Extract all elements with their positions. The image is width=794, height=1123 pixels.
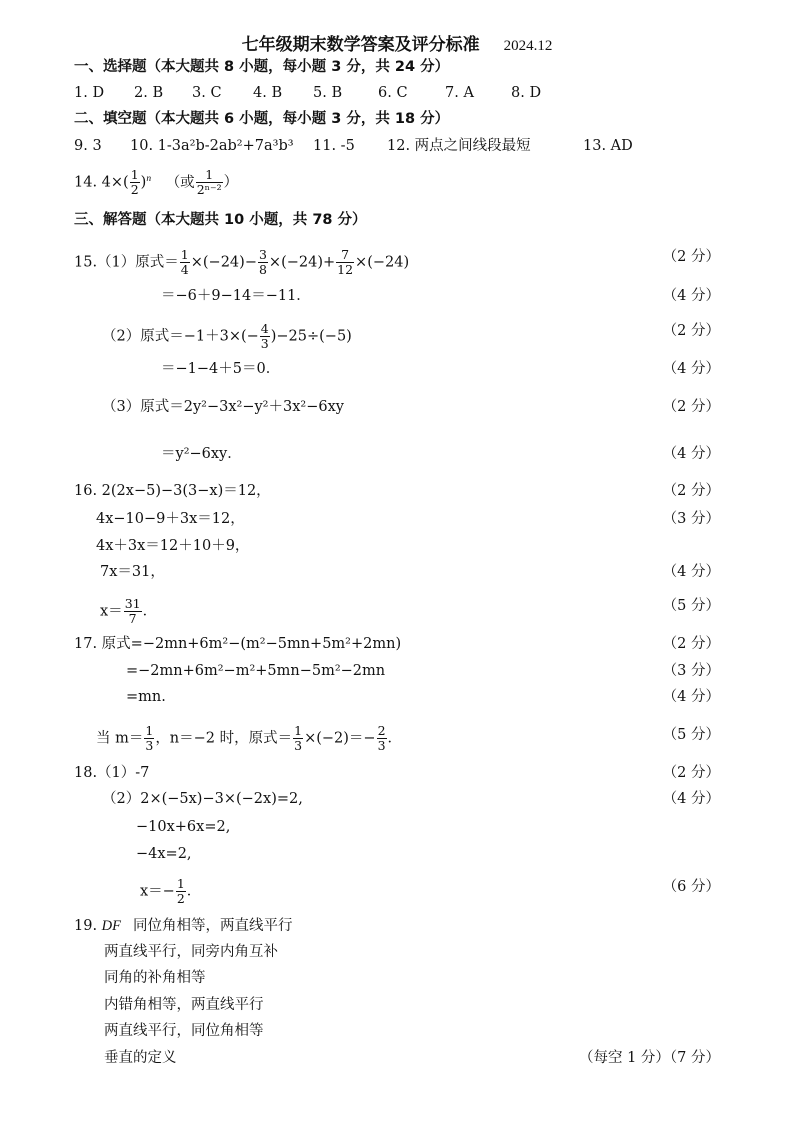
- q17-line1: 17. 原式=−2mn+6m²−(m²−5mn+5m²+2mn): [74, 636, 402, 652]
- answer-3: 3. C: [192, 85, 222, 101]
- answer-5: 5. B: [313, 85, 343, 101]
- score: （6 分）: [662, 879, 720, 895]
- q19-line6: 垂直的定义: [104, 1050, 177, 1066]
- score: （4 分）: [662, 288, 720, 304]
- q16-line1: 16. 2(2x−5)−3(3−x)＝12，: [74, 483, 271, 499]
- q18-line4: −4x=2,: [136, 846, 192, 862]
- q16-line5: x＝ $\frac{31}{7}$ ．: [100, 596, 158, 626]
- fraction: $\frac{7}{12}$: [337, 247, 354, 277]
- answer-9: 9. 3: [74, 138, 102, 154]
- answer-6: 6. C: [378, 85, 408, 101]
- score: （5 分）: [662, 727, 720, 743]
- score: （3 分）: [662, 663, 720, 679]
- score: （2 分）: [662, 636, 720, 652]
- section1-heading: 一、选择题（本大题共 8 小题，每小题 3 分，共 24 分）: [74, 59, 450, 75]
- answer-7: 7. A: [445, 85, 474, 101]
- score: （4 分）: [662, 689, 720, 705]
- score: （4 分）: [662, 791, 720, 807]
- fraction: $\frac{1}{3}$: [294, 723, 303, 753]
- answer-14: 14. 4×( $\frac{1}{2}$ )$^n$ （或 $\frac{1}{\text{2ⁿ⁻²}}$ ）: [74, 167, 239, 197]
- fraction: $\frac{1}{2}$: [130, 167, 139, 197]
- q15-part3: （3）原式＝2y²−3x²−y²＋3x²−6xy: [102, 399, 344, 415]
- q16-line4: 7x＝31，: [100, 564, 165, 580]
- q19-line3: 同角的补角相等: [104, 970, 206, 986]
- page-title: [0, 30, 794, 55]
- score: （4 分）: [662, 361, 720, 377]
- answer-2: 2. B: [134, 85, 164, 101]
- score: （5 分）: [662, 598, 720, 614]
- q15-part2: （2）原式＝−1＋3×(− $\frac{4}{3}$ )−25÷(−5): [102, 321, 352, 351]
- fraction: $\frac{4}{3}$: [260, 321, 269, 351]
- fraction: $\frac{31}{7}$: [124, 596, 141, 626]
- q19-line1: 19. DF 同位角相等，两直线平行: [74, 918, 293, 934]
- score: （3 分）: [662, 511, 720, 527]
- title-date: 2024.12: [503, 38, 553, 54]
- q17-line3: =mn.: [126, 689, 166, 705]
- answer-11: 11. -5: [313, 138, 355, 154]
- score: （4 分）: [662, 564, 720, 580]
- score: （2 分）: [662, 399, 720, 415]
- q16-line3: 4x＋3x＝12＋10＋9，: [96, 538, 250, 554]
- q15-part2-result: ＝−1−4＋5＝0．: [161, 361, 281, 377]
- answer-8: 8. D: [511, 85, 542, 101]
- fraction: $\frac{3}{8}$: [258, 247, 267, 277]
- q18-line2: （2）2×(−5x)−3×(−2x)=2,: [102, 791, 303, 807]
- answer-13: 13. AD: [583, 138, 633, 154]
- answer-4: 4. B: [253, 85, 283, 101]
- score: （2 分）: [662, 765, 720, 781]
- q17-line2: =−2mn+6m²−m²+5mn−5m²−2mn: [126, 663, 386, 679]
- fraction: $\frac{1}{4}$: [180, 247, 189, 277]
- section2-heading: 二、填空题（本大题共 6 小题，每小题 3 分，共 18 分）: [74, 111, 450, 127]
- fraction: $\frac{1}{3}$: [145, 723, 154, 753]
- q19-line4: 内错角相等，两直线平行: [104, 997, 264, 1013]
- section3-heading: 三、解答题（本大题共 10 小题，共 78 分）: [74, 212, 367, 228]
- q18-line5: x＝− $\frac{1}{2}$ ．: [140, 876, 202, 906]
- q15-part3-result: ＝y²−6xy．: [161, 446, 242, 462]
- q18-line3: −10x+6x=2,: [136, 819, 231, 835]
- q16-line2: 4x−10−9＋3x＝12，: [96, 511, 245, 527]
- fraction: $\frac{2}{3}$: [377, 723, 386, 753]
- score: （2 分）: [662, 483, 720, 499]
- answer-12: 12. 两点之间线段最短: [387, 138, 531, 154]
- q15-part1: 15.（1）原式＝ $\frac{1}{4}$ ×(−24)− $\frac{3}{8}$ ×(−24)+ $\frac{7}{12}$ ×(−24): [74, 247, 410, 277]
- title-text: 七年级期末数学答案及评分标准: [241, 35, 480, 55]
- fraction: $\frac{1}{2}$: [176, 876, 185, 906]
- answer-1: 1. D: [74, 85, 105, 101]
- q15-part1-result: ＝−6＋9−14＝−11．: [161, 288, 311, 304]
- q18-line1: 18.（1）-7: [74, 765, 150, 781]
- fraction: $\frac{1}{\text{2ⁿ⁻²}}$: [196, 167, 222, 197]
- score: （每空 1 分）（7 分）: [578, 1050, 720, 1066]
- q19-line5: 两直线平行，同位角相等: [104, 1023, 264, 1039]
- score: （2 分）: [662, 323, 720, 339]
- score: （4 分）: [662, 446, 720, 462]
- q19-line2: 两直线平行，同旁内角互补: [104, 944, 278, 960]
- score: （2 分）: [662, 249, 720, 265]
- q17-line4: 当 m＝ $\frac{1}{3}$ ，n＝−2 时，原式＝ $\frac{1}{3}$ ×(−2)＝− $\frac{2}{3}$ ．: [96, 723, 403, 753]
- answer-10: 10. 1-3a²b-2ab²+7a³b³: [130, 138, 294, 154]
